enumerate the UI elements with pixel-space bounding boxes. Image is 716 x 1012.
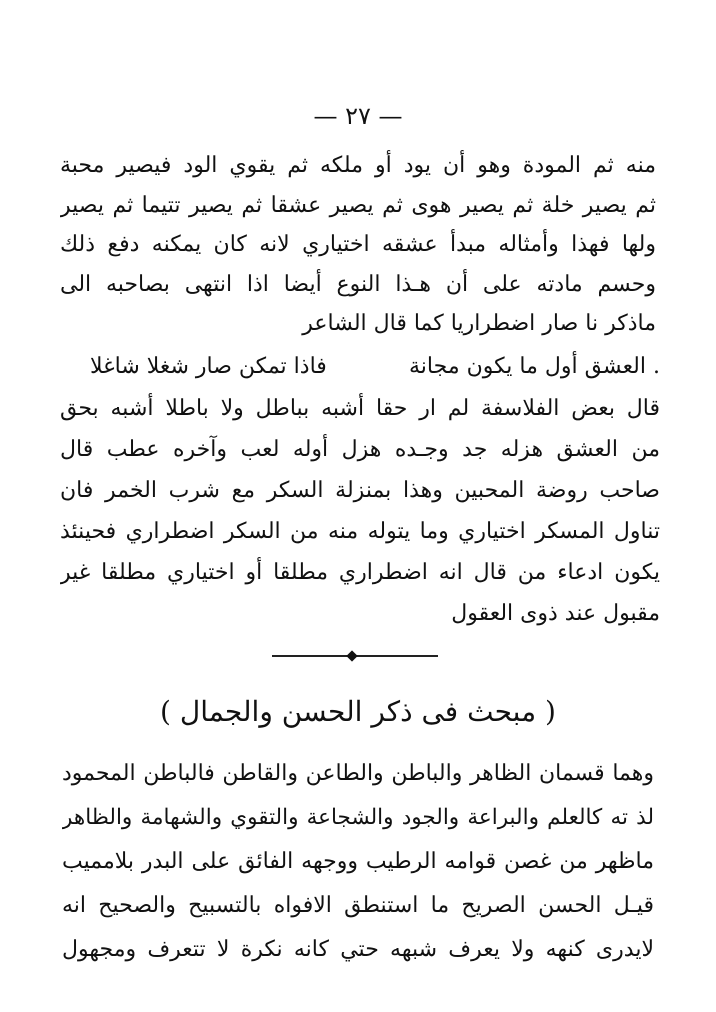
text-line: منه ثم المودة وهو أن يود أو ملكه ثم يقوي الود فيصير محبة xyxy=(60,153,656,178)
section-heading: ( مبحث فى ذكر الحسن والجمال ) xyxy=(160,695,556,728)
paragraph-3 xyxy=(62,752,654,972)
text-line: ماظهر من غصن قوامه الرطيب ووجهه الفائق على البدر بلامميب xyxy=(62,849,654,874)
poetry-verse xyxy=(90,347,660,387)
text-line: وحسم مادته على أن هـذا النوع أيضا اذا انتهى بصاحبه الى xyxy=(60,271,656,297)
text-line: قيـل الحسن الصريح ما استنطق الافواه بالتسبيح والصحيح انه xyxy=(62,893,654,918)
text-line: قال بعض الفلاسفة لم ار حقا أشبه بباطل ولا باطلا أشبه بحق xyxy=(60,396,660,421)
text-line: ماذكر نا صار اضطراريا كما قال الشاعر xyxy=(302,311,656,336)
text-line: وهما قسمان الظاهر والباطن والطاعن والقاطن فالباطن المحمود xyxy=(62,761,654,786)
verse-second-hemistich: فاذا تمكن صار شغلا شاغلا xyxy=(90,354,327,379)
text-line: من العشق هزله جد وجـده هزل أوله لعب وآخره عطب قال xyxy=(60,437,660,462)
paragraph-1 xyxy=(60,146,656,344)
paragraph-2 xyxy=(60,388,660,634)
text-line: لايدرى كنهه ولا يعرف شبهه حتي كانه نكرة لا تتعرف ومجهول xyxy=(62,937,654,962)
text-line: مقبول عند ذوى العقول xyxy=(451,601,660,626)
page-number: — ٢٧ — xyxy=(313,102,403,130)
text-line: ولها فهذا وأمثاله مبدأ عشقه اختياري لانه كان يمكنه دفع ذلك xyxy=(60,232,656,257)
divider-diamond-icon xyxy=(346,650,357,661)
section-divider xyxy=(272,654,438,658)
text-line: ثم يصير خلة ثم يصير هوى ثم يصير عشقا ثم يصير تتيما ثم يصير xyxy=(60,192,656,218)
text-line: لذ ته كالعلم والبراعة والجود والشجاعة والتقوي والشهامة والظاهر xyxy=(62,805,654,830)
text-line: يكون ادعاء من قال انه اضطراري مطلقا أو اختياري مطلقا غير xyxy=(60,560,660,585)
verse-first-hemistich: . العشق أول ما يكون مجانة xyxy=(409,354,660,379)
text-line: صاحب روضة المحبين وهذا بمنزلة السكر مع شرب الخمر فان xyxy=(60,478,660,503)
text-line: تناول المسكر اختياري وما يتوله منه من السكر اضطراري فحينئذ xyxy=(60,519,660,544)
